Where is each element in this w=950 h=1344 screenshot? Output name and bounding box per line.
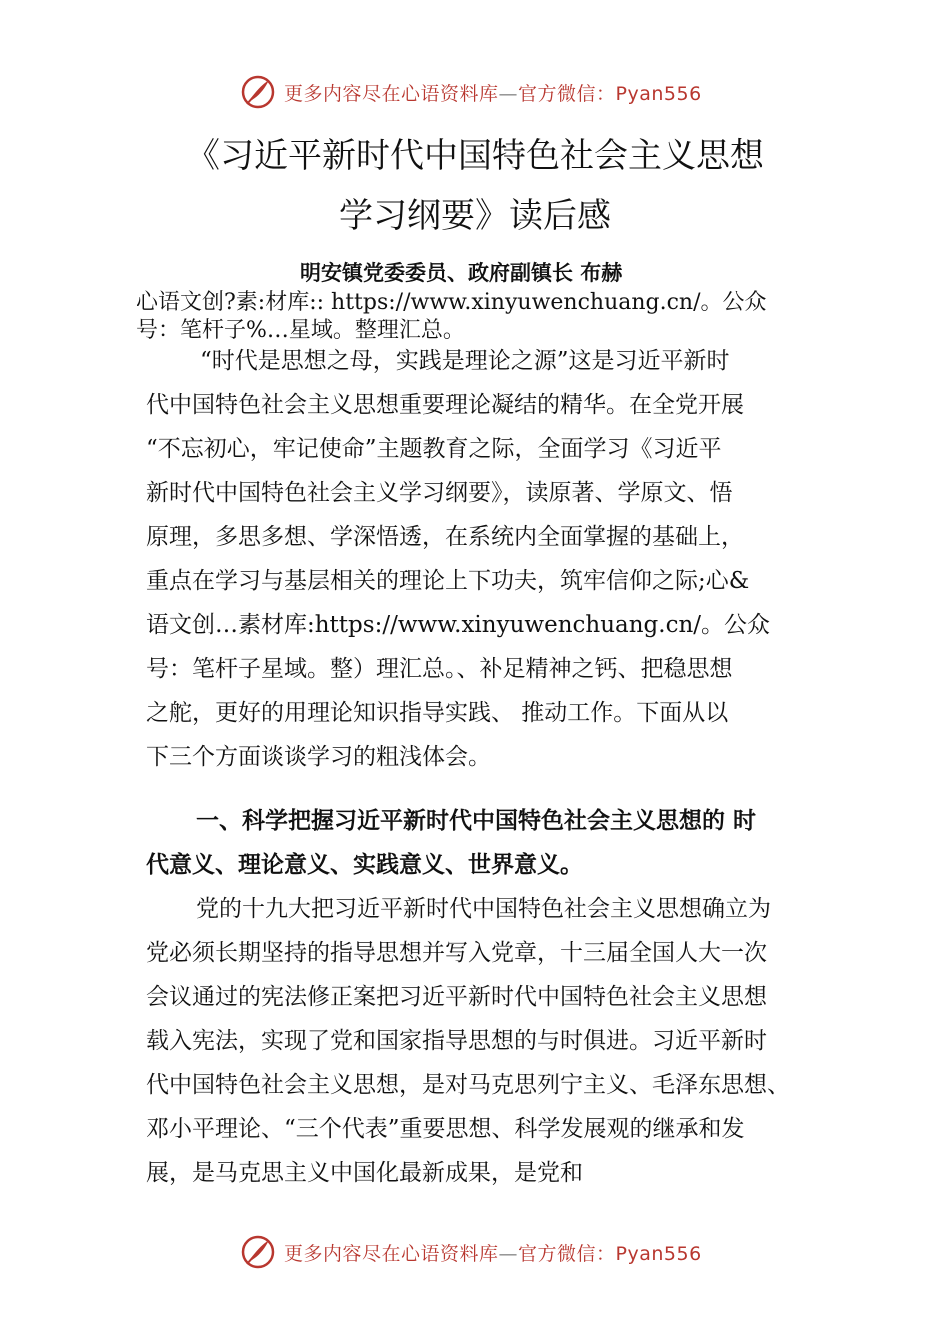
intro-line: 下三个方面谈谈学习的粗浅体会。 (146, 744, 491, 770)
section-body-line: 载入宪法，实现了党和国家指导思想的与时俱进。习近平新时 (146, 1028, 767, 1054)
document-title-line-2: 学习纲要》读后感 (339, 196, 611, 236)
section-body-line: 党必须长期坚持的指导思想并写入党章，十三届全国人大一次 (146, 940, 767, 966)
document-title-line-1: 《习近平新时代中国特色社会主义思想 (186, 136, 764, 176)
section-heading-line: 代意义、理论意义、实践意义、世界意义。 (146, 851, 583, 878)
section-body-line: 会议通过的宪法修正案把习近平新时代中国特色社会主义思想 (146, 984, 767, 1010)
banner-text: 更多内容尽在心语资料库—官方微信：Pyan556 (284, 1242, 702, 1265)
section-heading-line: 一、科学把握习近平新时代中国特色社会主义思想的 时 (196, 807, 757, 834)
intro-line: 重点在学习与基层相关的理论上下功夫，筑牢信仰之际;心& (146, 568, 750, 594)
author-line: 明安镇党委委员、政府副镇长 布赫 (300, 260, 623, 285)
intro-line: “不忘初心，牢记使命”主题教育之际，全面学习《习近平 (146, 436, 722, 462)
feather-quill-icon (240, 1234, 276, 1270)
intro-line: 新时代中国特色社会主义学习纲要》，读原著、学原文、悟 (146, 480, 733, 506)
feather-quill-icon (240, 74, 276, 110)
section-body-line: 邓小平理论、“三个代表”重要思想、科学发展观的继承和发 (146, 1116, 745, 1142)
intro-line: 语文创…素材库:https://www.xinyuwenchuang.cn/。公众 (146, 612, 771, 638)
section-body-line: 党的十九大把习近平新时代中国特色社会主义思想确立为 (196, 896, 771, 922)
intro-line: 之舵，更好的用理论知识指导实践、 推动工作。下面从以 (146, 700, 729, 726)
banner-text: 更多内容尽在心语资料库—官方微信：Pyan556 (284, 82, 702, 105)
section-body-line: 展，是马克思主义中国化最新成果，是党和 (146, 1160, 583, 1186)
intro-line: 代中国特色社会主义思想重要理论凝结的精华。在全党开展 (146, 392, 744, 418)
note-line: 号：笔杆子%…星域。整理汇总。 (136, 318, 465, 343)
note-line: 心语文创?素:材库:: https://www.xinyuwenchuang.cn/。公众 (136, 290, 767, 315)
bottom-watermark-banner (240, 1232, 760, 1272)
section-body-line: 代中国特色社会主义思想，是对马克思列宁主义、毛泽东思想、 (146, 1072, 790, 1098)
intro-line: “时代是思想之母，实践是理论之源”这是习近平新时 (200, 348, 730, 374)
top-watermark-banner (240, 72, 760, 112)
intro-line: 原理，多思多想、学深悟透，在系统内全面掌握的基础上， (146, 524, 744, 550)
intro-line: 号：笔杆子星域。整）理汇总。、补足精神之钙、把稳思想 (146, 656, 733, 682)
